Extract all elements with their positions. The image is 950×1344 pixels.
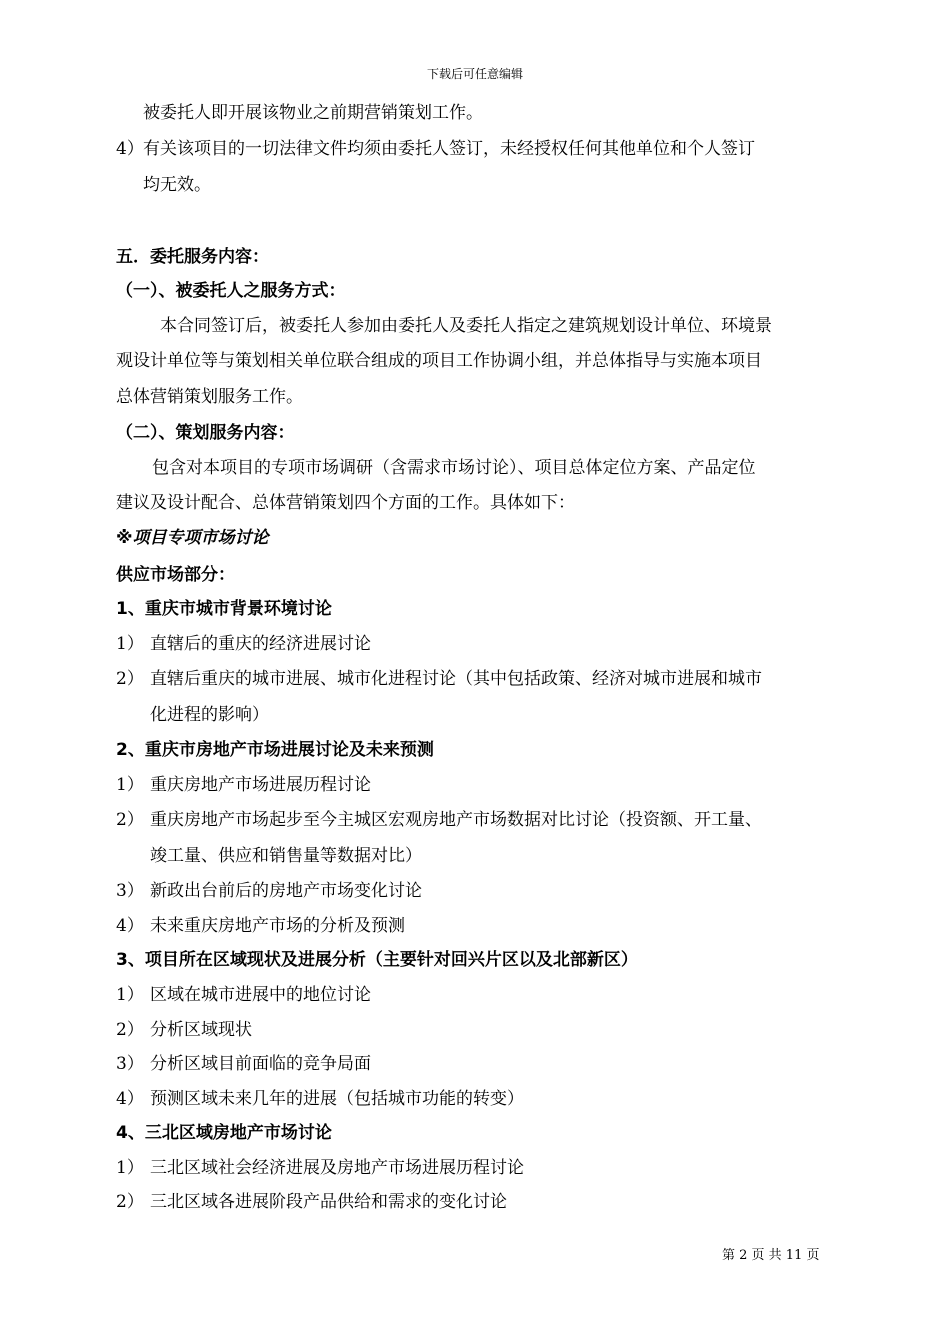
list-number: 1） [116,634,144,654]
list-item: 直辖后重庆的城市进展、城市化进程讨论（其中包括政策、经济对城市进展和城市 [150,669,762,689]
subsection-heading: （一）、被委托人之服务方式： [116,281,346,301]
list-number: 2） [116,1192,144,1212]
list-number: 1） [116,985,144,1005]
section-heading: 五．委托服务内容： [116,247,269,267]
numbered-heading: 1、重庆市城市背景环境讨论 [116,599,332,619]
paragraph-line: 观设计单位等与策划相关单位联合组成的项目工作协调小组，并总体指导与实施本项目 [116,351,762,371]
list-item-continuation: 竣工量、供应和销售量等数据对比） [150,846,422,866]
numbered-heading: 2、重庆市房地产市场进展讨论及未来预测 [116,740,434,760]
list-number: 4） [116,1089,144,1109]
list-number: 3） [116,1054,144,1074]
list-item: 三北区域各进展阶段产品供给和需求的变化讨论 [150,1192,507,1212]
list-item: 三北区域社会经济进展及房地产市场进展历程讨论 [150,1158,524,1178]
list-item: 分析区域现状 [150,1020,252,1040]
list-number: 3） [116,881,144,901]
paragraph-line: 被委托人即开展该物业之前期营销策划工作。 [143,103,483,123]
list-item: 新政出台前后的房地产市场变化讨论 [150,881,422,901]
list-number: 1） [116,775,144,795]
list-item: 直辖后的重庆的经济进展讨论 [150,634,371,654]
subheading: 供应市场部分： [116,565,235,585]
special-heading: ※项目专项市场讨论 [116,528,269,548]
list-item: 有关该项目的一切法律文件均须由委托人签订，未经授权任何其他单位和个人签订 [143,139,755,159]
numbered-heading: 3、项目所在区域现状及进展分析（主要针对回兴片区以及北部新区） [116,950,638,970]
list-item-continuation: 化进程的影响） [150,705,269,725]
numbered-heading: 4、三北区域房地产市场讨论 [116,1123,332,1143]
list-item: 分析区域目前面临的竞争局面 [150,1054,371,1074]
page-footer: 第 2 页 共 11 页 [722,1248,820,1263]
list-number: 2） [116,1020,144,1040]
list-item: 未来重庆房地产市场的分析及预测 [150,916,405,936]
paragraph-line: 建议及设计配合、总体营销策划四个方面的工作。具体如下： [116,493,575,513]
paragraph-line: 总体营销策划服务工作。 [116,387,303,407]
list-item: 预测区域未来几年的进展（包括城市功能的转变） [150,1089,524,1109]
list-number: 4） [116,916,144,936]
list-item-continuation: 均无效。 [143,175,211,195]
paragraph-line: 本合同签订后，被委托人参加由委托人及委托人指定之建筑规划设计单位、环境景 [160,316,772,336]
list-item: 重庆房地产市场进展历程讨论 [150,775,371,795]
list-number: 1） [116,1158,144,1178]
page-header: 下载后可任意编辑 [426,67,523,81]
list-item: 重庆房地产市场起步至今主城区宏观房地产市场数据对比讨论（投资额、开工量、 [150,810,762,830]
list-item: 区域在城市进展中的地位讨论 [150,985,371,1005]
list-number: 2） [116,669,144,689]
subsection-heading: （二）、策划服务内容： [116,423,295,443]
list-number: 2） [116,810,144,830]
list-number: 4） [116,139,144,159]
paragraph-line: 包含对本项目的专项市场调研（含需求市场讨论）、项目总体定位方案、产品定位 [152,458,756,478]
